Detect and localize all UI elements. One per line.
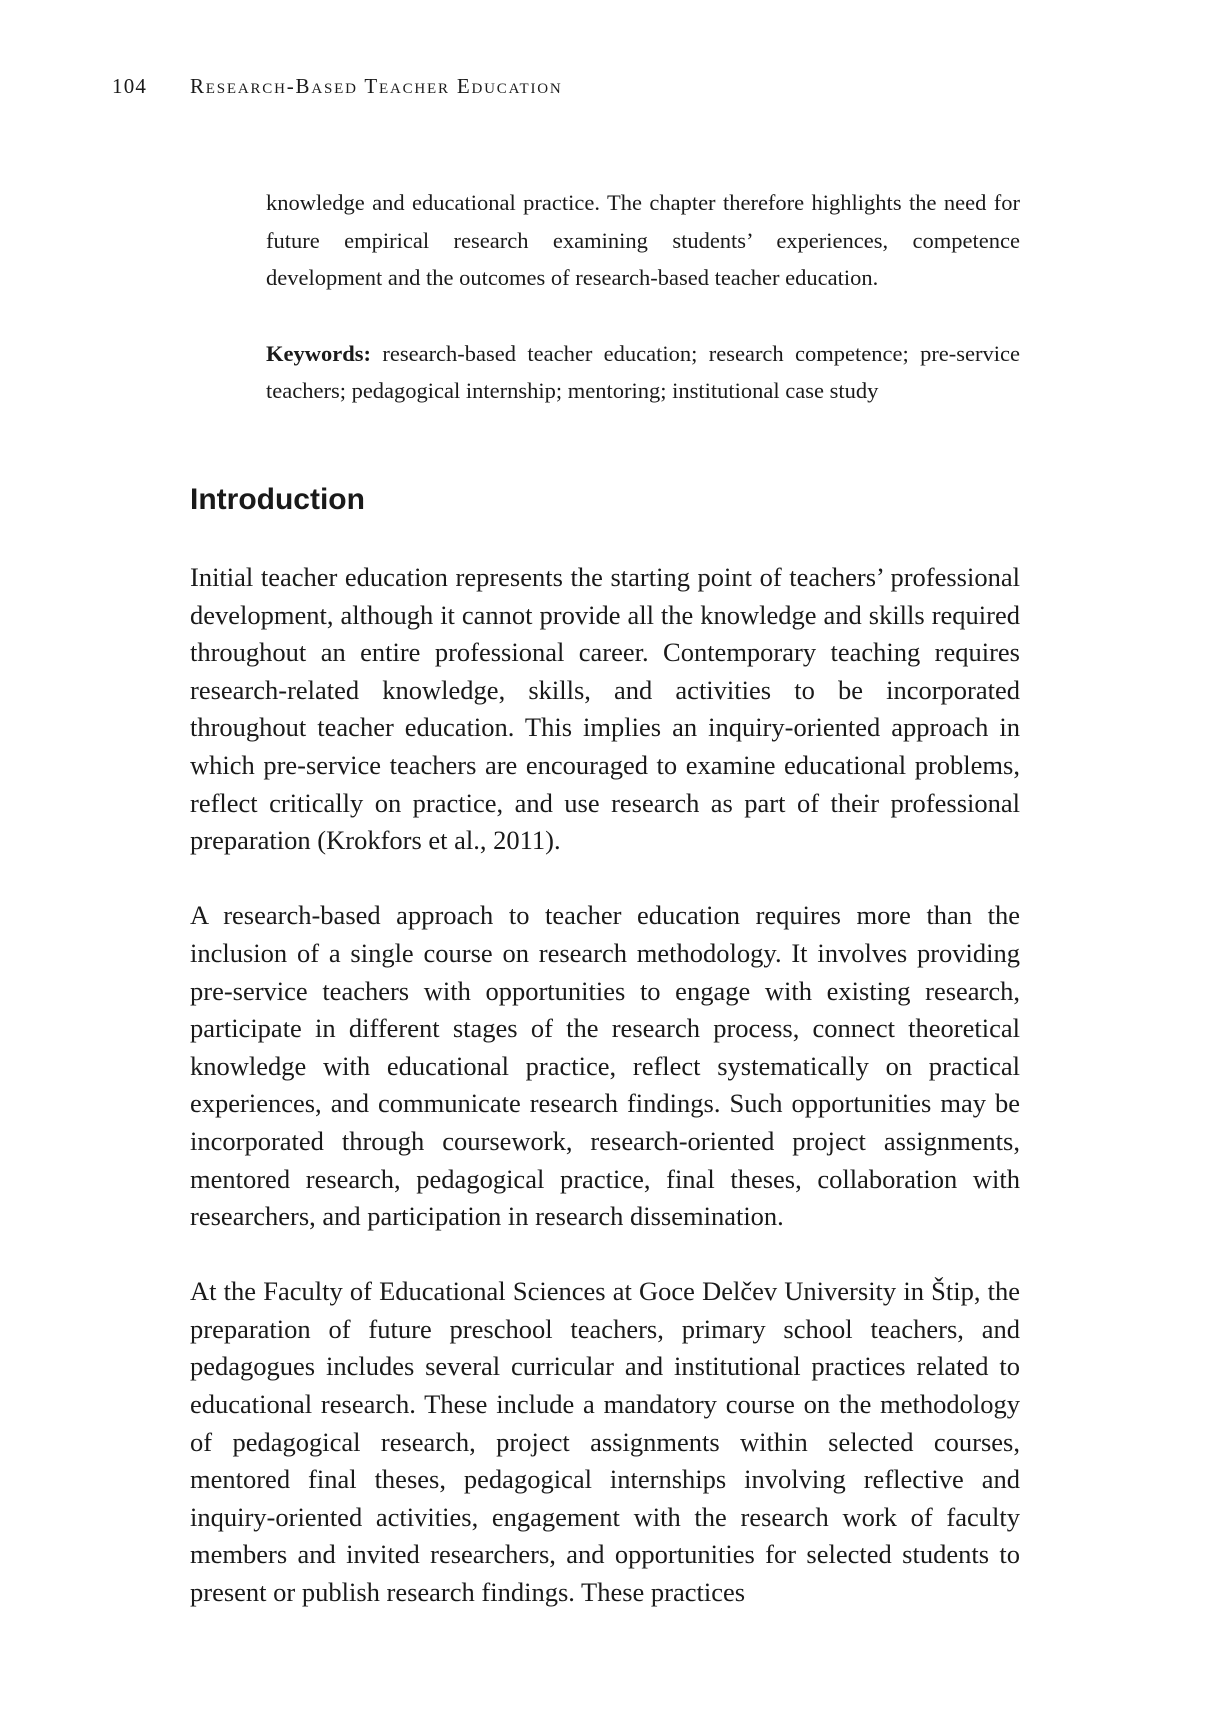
body-paragraph-2: A research-based approach to teacher education requires more than the inclusion of a single course on research methodology. It involves providing pre-service teachers with opportunities to engage with existing research, participate in different stages of the research process, connect theoretical knowledge with educational practice, reflect systematically on practical experiences, and communicate research findings. Such opportunities may be incorporated through coursework, research-oriented project assignments, mentored research, pedagogical practice, final theses, collaboration with researchers, and participation in research dissemination. — [190, 900, 1020, 1232]
keywords-label: Keywords: — [266, 340, 371, 366]
keywords-list: research-based teacher education; research competence; pre-service teachers; pedagogical internship; mentoring; institutional case study — [266, 340, 1020, 403]
running-header — [112, 74, 1112, 104]
body-paragraph-1: Initial teacher education represents the starting point of teachers’ professional development, although it cannot provide all the knowledge and skills required throughout an entire professional career. Contemporary teaching requires research-related knowledge, skills, and activities to be incorporated throughout teacher education. This implies an inquiry-oriented approach in which pre-service teachers are encouraged to examine educational problems, reflect critically on practice, and use research as part of their professional preparation (Krokfors et al., 2011). — [190, 562, 1020, 856]
running-title: Research-Based Teacher Education — [190, 74, 563, 98]
section-heading: Introduction — [190, 483, 365, 516]
abstract-text: knowledge and educational practice. The chapter therefore highlights the need for future empirical research examining students’ experiences, competence development and the outcomes of research-based teacher education. — [266, 190, 1020, 290]
body-paragraph-3: At the Faculty of Educational Sciences at Goce Delčev University in Štip, the preparation of future preschool teachers, primary school teachers, and pedagogues includes several curricular and institutional practices related to educational research. These include a mandatory course on the methodology of pedagogical research, project assignments within selected courses, mentored final theses, pedagogical internships involving reflective and inquiry-oriented activities, engagement with the research work of faculty members and invited researchers, and opportunities for selected students to present or publish research findings. These practices — [190, 1276, 1020, 1608]
abstract-block — [266, 184, 1020, 410]
body-text — [190, 559, 1020, 1649]
page-number: 104 — [112, 74, 148, 98]
keywords — [266, 335, 1020, 410]
